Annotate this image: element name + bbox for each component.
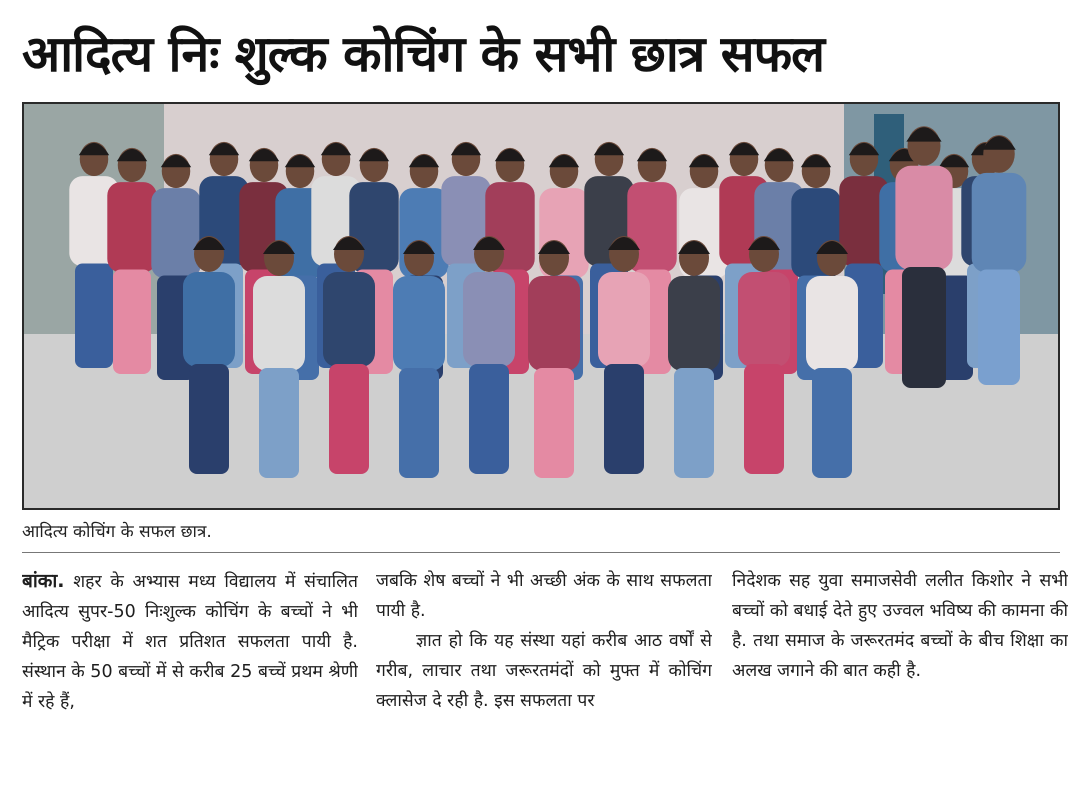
headline: आदित्य निः शुल्क कोचिंग के सभी छात्र सफल	[22, 25, 825, 83]
torso	[183, 272, 235, 367]
torso	[528, 276, 580, 371]
torso	[253, 276, 305, 371]
torso	[738, 272, 790, 367]
article-column-2	[376, 566, 712, 781]
paragraph: ज्ञात हो कि यह संस्था यहां करीब आठ वर्षों से गरीब, लाचार तथा जरूरतमंदों को मुफ्त में कोचिंग क्लासेज दे रही है. इस सफलता पर	[376, 631, 712, 711]
torso	[463, 272, 515, 367]
dateline: बांका.	[22, 570, 65, 592]
torso	[668, 276, 720, 371]
group-photo-illustration	[24, 104, 1058, 508]
legs	[902, 267, 946, 388]
legs	[812, 368, 852, 478]
legs	[978, 270, 1020, 386]
article-column-1	[22, 566, 358, 781]
torso	[598, 272, 650, 367]
legs	[469, 364, 509, 474]
legs	[259, 368, 299, 478]
paragraph: निदेशक सह युवा समाजसेवी ललीत किशोर ने सभी बच्चों को बधाई देते हुए उज्वल भविष्य की कामना की है. तथा समाज के जरूरतमंद बच्चों के बीच शिक्षा का अलख जगाने की बात कही है.	[732, 571, 1068, 681]
legs	[329, 364, 369, 474]
legs	[75, 264, 113, 369]
torso	[895, 166, 952, 270]
legs	[113, 270, 151, 375]
legs	[604, 364, 644, 474]
torso	[393, 276, 445, 371]
divider	[22, 552, 1060, 553]
group-photo	[22, 102, 1060, 510]
torso	[107, 182, 156, 272]
photo-caption: आदित्य कोचिंग के सफल छात्र.	[22, 522, 212, 542]
torso	[806, 276, 858, 371]
legs	[744, 364, 784, 474]
torso	[323, 272, 375, 367]
torso	[151, 188, 200, 278]
legs	[399, 368, 439, 478]
legs	[189, 364, 229, 474]
article-column-3	[732, 566, 1068, 781]
paragraph-text: शहर के अभ्यास मध्य विद्यालय में संचालित आदित्य सुपर-50 निःशुल्क कोचिंग के बच्चों ने भी मैट्रिक परीक्षा में शत प्रतिशत सफलता पायी है. संस्थान के 50 बच्चों में से करीब 25 बच्चें प्रथम श्रेणी में रहे हैं,	[22, 572, 358, 712]
paragraph: जबकि शेष बच्चों ने भी अच्छी अंक के साथ सफलता पायी है.	[376, 571, 712, 621]
paragraph	[22, 566, 358, 717]
legs	[534, 368, 574, 478]
legs	[674, 368, 714, 478]
torso	[972, 173, 1027, 273]
